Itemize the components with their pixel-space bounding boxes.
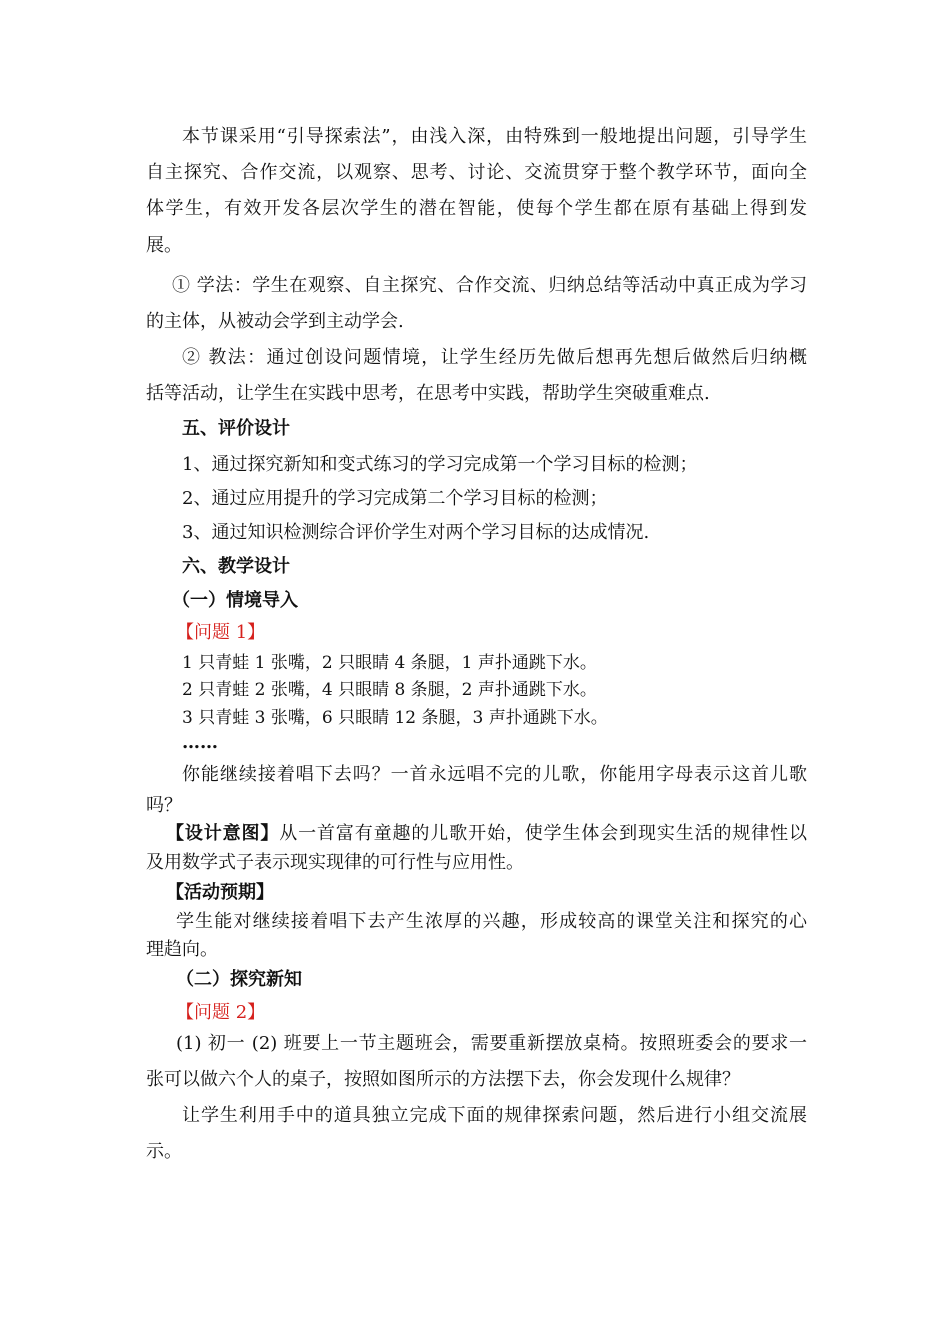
- paragraph-line: 你能继续接着唱下去吗？一首永远唱不完的儿歌，你能用字母表示这首儿歌: [182, 764, 807, 785]
- subsection-heading: （二）探究新知: [176, 969, 302, 990]
- paragraph-line: ① 学法：学生在观察、自主探究、合作交流、归纳总结等活动中真正成为学习: [172, 275, 807, 296]
- subsection-heading: （一）情境导入: [172, 590, 298, 611]
- paragraph-line: 理趋向。: [146, 939, 218, 960]
- paragraph-line: 及用数学式子表示现实现律的可行性与应用性。: [146, 852, 524, 873]
- paragraph-line: 的主体，从被动会学到主动学会.: [146, 311, 404, 332]
- list-item: 2、通过应用提升的学习完成第二个学习目标的检测；: [182, 488, 608, 509]
- song-line: 3 只青蛙 3 张嘴，6 只眼睛 12 条腿，3 声扑通跳下水。: [182, 708, 608, 728]
- paragraph-line: 学生能对继续接着唱下去产生浓厚的兴趣，形成较高的课堂关注和探究的心: [176, 911, 807, 932]
- design-intent-label: 【设计意图】: [166, 823, 280, 844]
- paragraph-line: 示。: [146, 1141, 182, 1162]
- paragraph-line: ② 教法：通过创设问题情境，让学生经历先做后想再先想后做然后归纳概: [182, 347, 807, 368]
- section-heading: 六、教学设计: [182, 556, 290, 577]
- paragraph-line: 展。: [146, 235, 182, 256]
- section-heading: 五、评价设计: [182, 418, 290, 439]
- design-intent-text: 从一首富有童趣的儿歌开始，使学生体会到现实生活的规律性以: [279, 823, 808, 844]
- paragraph-line: 让学生利用手中的道具独立完成下面的规律探索问题，然后进行小组交流展: [182, 1105, 807, 1126]
- paragraph-line: 自主探究、合作交流，以观察、思考、讨论、交流贯穿于整个教学环节，面向全: [146, 162, 807, 183]
- paragraph-line: [166, 821, 807, 847]
- paragraph-line: 本节课采用“引导探索法”，由浅入深，由特殊到一般地提出问题，引导学生: [182, 126, 807, 147]
- paragraph-line: 张可以做六个人的桌子，按照如图所示的方法摆下去，你会发现什么规律？: [146, 1069, 740, 1090]
- paragraph-line: (1) 初一 (2) 班要上一节主题班会，需要重新摆放桌椅。按照班委会的要求一: [176, 1033, 807, 1054]
- activity-expectation-label: 【活动预期】: [166, 882, 274, 903]
- song-line: 1 只青蛙 1 张嘴，2 只眼睛 4 条腿，1 声扑通跳下水。: [182, 653, 597, 673]
- song-line: 2 只青蛙 2 张嘴，4 只眼睛 8 条腿，2 声扑通跳下水。: [182, 680, 597, 700]
- question-label: 【问题 1】: [176, 622, 266, 643]
- list-item: 1、通过探究新知和变式练习的学习完成第一个学习目标的检测；: [182, 454, 698, 475]
- question-label: 【问题 2】: [176, 1002, 266, 1023]
- list-item: 3、通过知识检测综合评价学生对两个学习目标的达成情况.: [182, 522, 650, 543]
- paragraph-line: 体学生，有效开发各层次学生的潜在智能，使每个学生都在原有基础上得到发: [146, 198, 807, 219]
- song-line: ……: [182, 732, 218, 753]
- paragraph-line: 括等活动，让学生在实践中思考，在思考中实践，帮助学生突破重难点.: [146, 383, 710, 404]
- paragraph-line: 吗？: [146, 795, 182, 816]
